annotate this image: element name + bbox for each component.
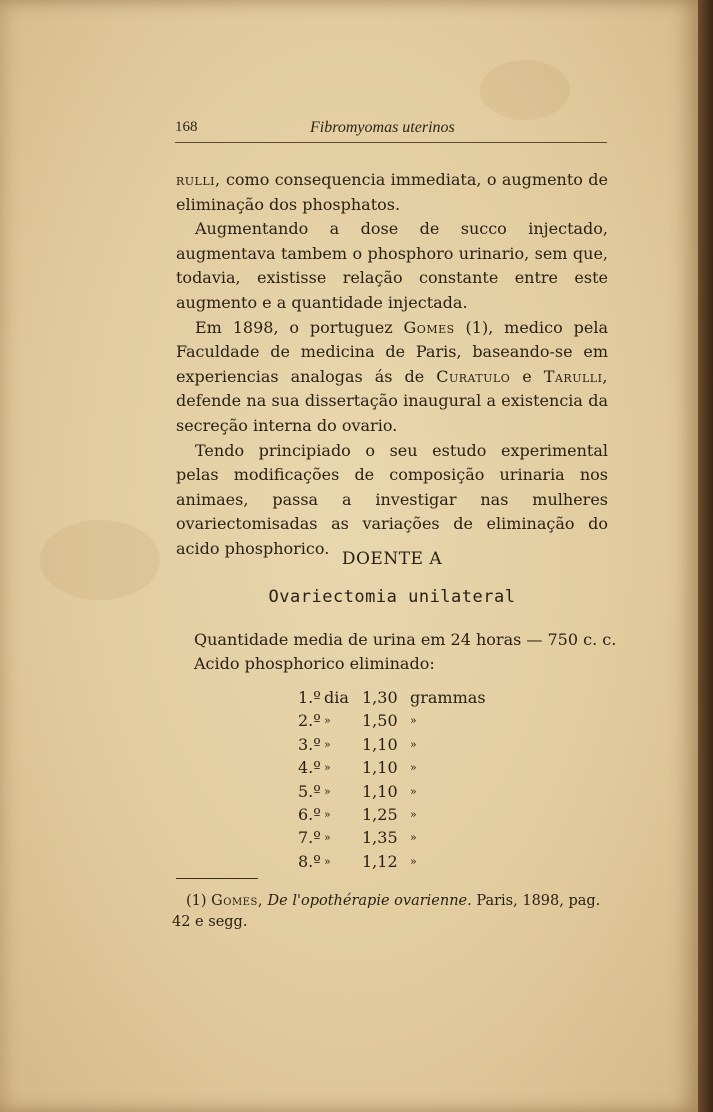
running-title: Fibromyomas uterinos [310,119,455,136]
day-cell: 5.º [298,781,321,801]
grams-cell: grammas [410,688,486,707]
unit-cell: dia [324,688,349,707]
book-spine [698,0,713,1112]
unit-cell: » [324,761,331,775]
paragraph-text: Em 1898, o portuguez [195,317,404,337]
footnote-title: De l'opothérapie ovarienne. [262,893,472,909]
author-name: Gomes [403,317,455,337]
day-cell: 2.º [298,711,321,731]
unit-cell: » [324,784,331,798]
paragraph [176,316,608,439]
paragraph-text: defende na sua dissertação inaugural a existencia da secreção interna do ovario. [176,391,608,435]
table-row [298,852,488,875]
day-cell: 8.º [298,851,321,871]
unit-cell: » [324,807,331,821]
body-text [176,168,608,562]
unit-cell: » [324,737,331,751]
measurements-table [298,688,488,875]
grams-cell: » [410,854,417,868]
paragraph: Tendo principiado o seu estudo experimental pelas modificações de composição urinaria nos animaes, passa a investigar nas mulheres ovariectomisadas as variações de eliminação do acido phosphorico. [176,440,608,558]
table-row [298,758,488,781]
paper-stain [40,520,160,600]
grams-cell: » [410,761,417,775]
unit-cell: » [324,714,331,728]
grams-cell: » [410,714,417,728]
value-cell: 1,10 [362,781,398,801]
day-cell: 7.º [298,828,321,848]
value-cell: 1,30 [362,688,398,707]
day-cell: 1.º [298,688,321,707]
paragraph-text: (1), medico pela Faculdade de medicina de Paris, baseando-se em experiencias analogas ás de [176,317,609,386]
author-name: Curatulo [436,366,511,386]
footnote-rest: Paris, 1898, pag. 42 e segg. [172,893,601,930]
table-row [298,735,488,758]
value-cell: 1,50 [362,711,398,731]
table-row [298,711,488,734]
footnote-rule [176,878,258,879]
footnote-marker: (1) [186,893,212,909]
section-intro [194,628,617,676]
unit-cell: » [324,831,331,845]
value-cell: 1,10 [362,734,398,754]
paragraph [176,168,608,217]
day-cell: 4.º [298,758,321,778]
paragraph-text: e [510,366,544,386]
section-heading: DOENTE A [341,549,443,569]
acid-eliminated-line: Acido phosphorico eliminado: [194,654,435,673]
urine-quantity-line: Quantidade media de urina em 24 horas — 750 c. c. [194,630,617,649]
paragraph: Augmentando a dose de succo injectado, augmentava tambem o phosphoro urinario, sem que, todavia, existisse relação constante entre este augmento e a quantidade injectada. [176,219,608,312]
author-name: Tarulli, [543,366,609,386]
footnote-author: Gomes, [211,893,263,909]
grams-cell: » [410,807,417,821]
table-row [298,805,488,828]
page-number: 168 [175,119,198,135]
unit-cell: » [324,854,331,868]
value-cell: 1,35 [362,828,398,848]
grams-cell: » [410,784,417,798]
value-cell: 1,25 [362,804,398,824]
grams-cell: » [410,737,417,751]
paragraph-text: como consequencia immediata, o augmento de eliminação dos phosphatos. [176,170,608,214]
day-cell: 3.º [298,734,321,754]
paper-stain [480,60,570,120]
small-caps-name: rulli, [176,170,221,189]
day-cell: 6.º [298,804,321,824]
table-row [298,688,488,711]
table-row [298,782,488,805]
table-row [298,828,488,851]
section-subheading: Ovariectomia unilateral [268,587,516,607]
grams-cell: » [410,831,417,845]
footnote [172,891,612,933]
value-cell: 1,12 [362,851,398,871]
value-cell: 1,10 [362,758,398,778]
page-header [175,118,607,143]
